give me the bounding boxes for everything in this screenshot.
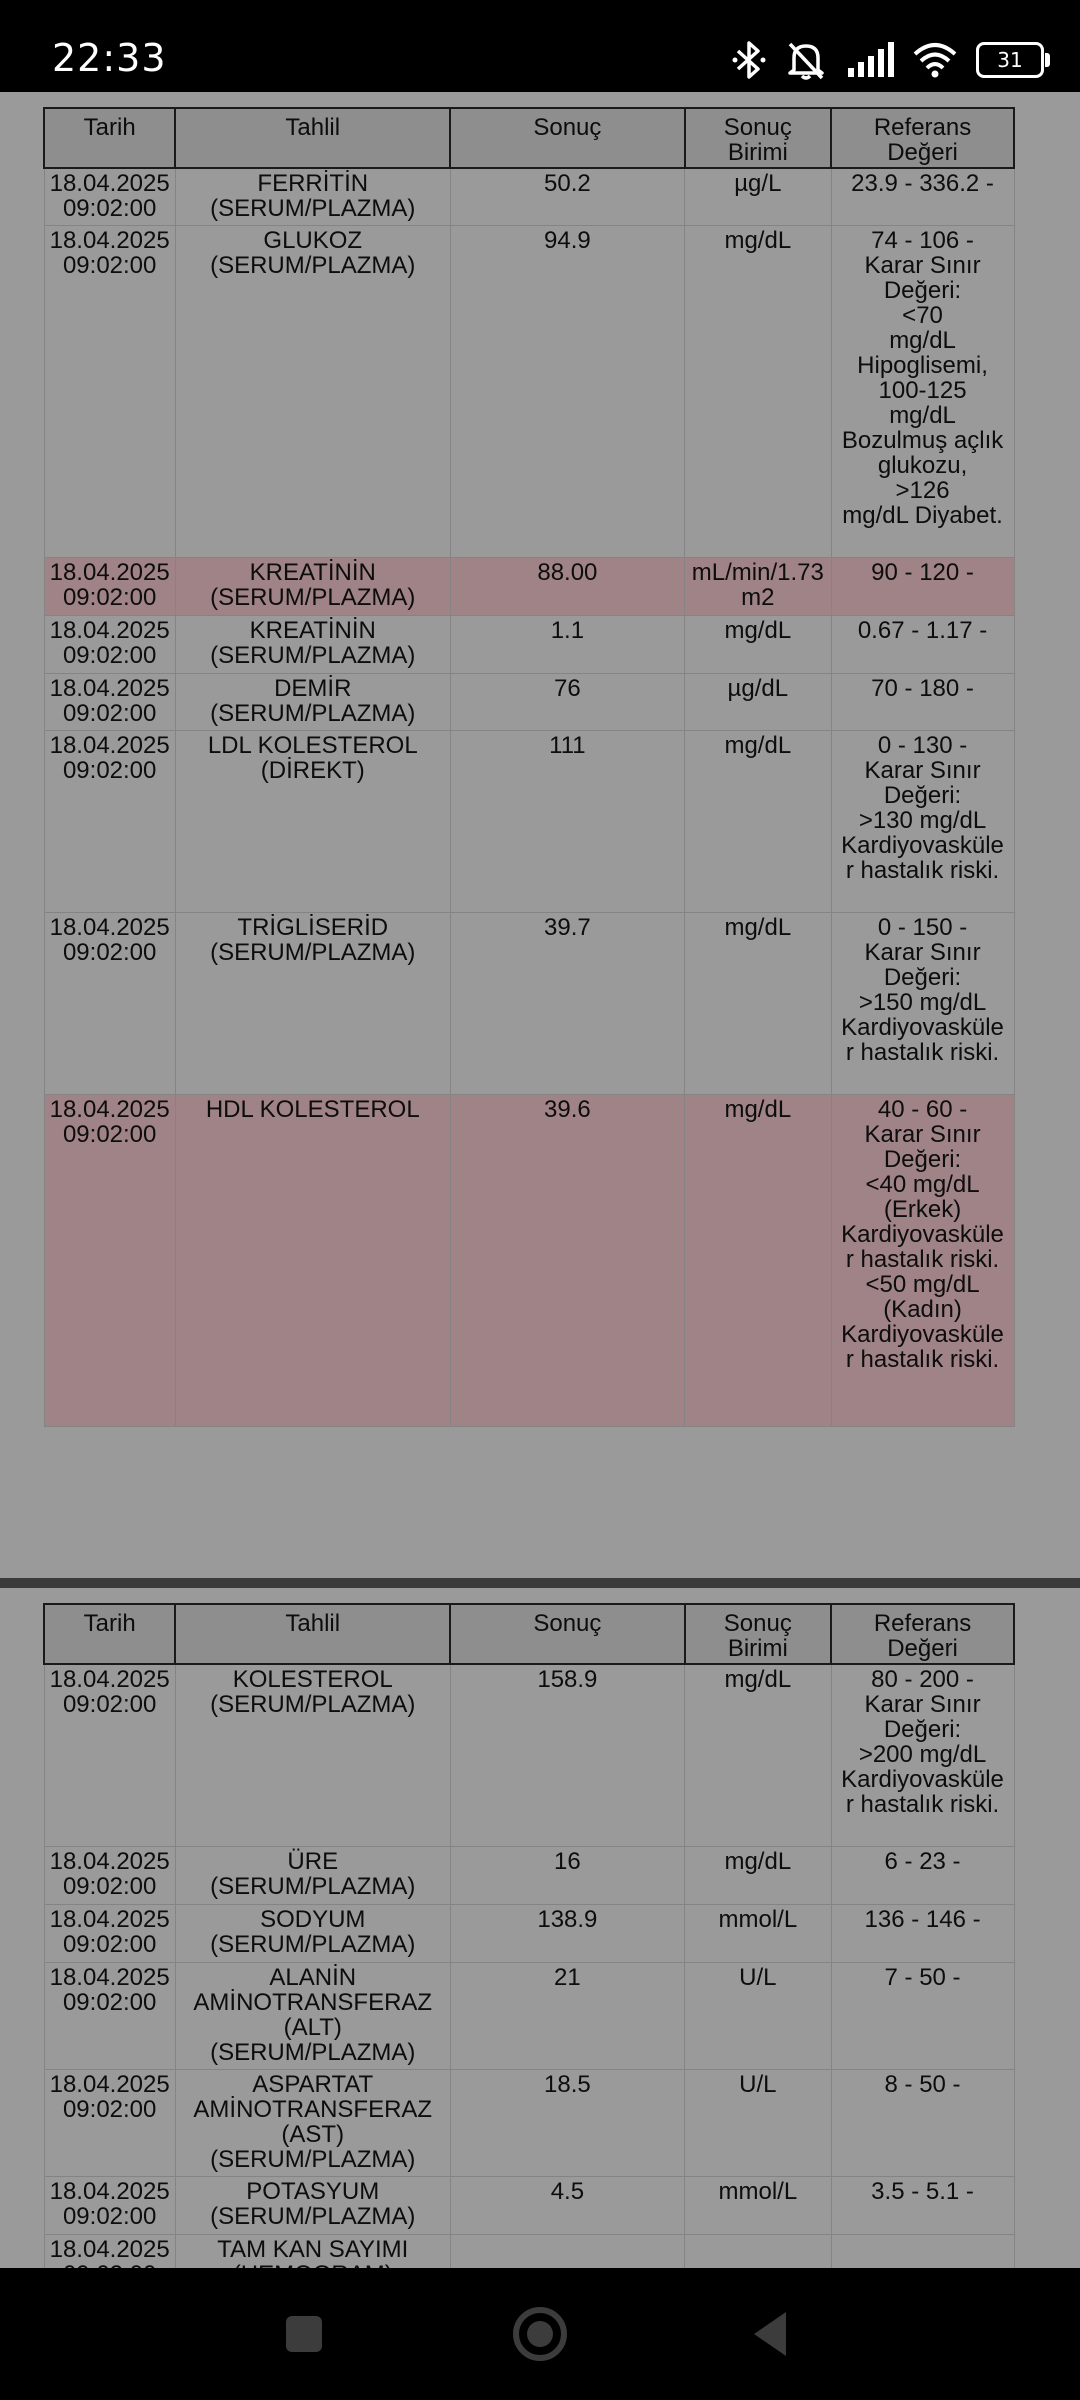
cell-unit: mg/dL: [685, 731, 832, 913]
header-result: Sonuç: [450, 108, 684, 168]
cell-reference: 8 - 50 -: [831, 2069, 1014, 2176]
cell-date: 18.04.2025 09:02:00: [44, 1846, 175, 1904]
cell-test: TRİGLİSERİD (SERUM/PLAZMA): [175, 913, 450, 1095]
cell-result: 76: [450, 674, 684, 731]
cell-date: 18.04.2025 09:02:00: [44, 2176, 175, 2234]
back-button[interactable]: [740, 2302, 804, 2366]
cell-reference: 136 - 146 -: [831, 1904, 1014, 1962]
cell-unit: mL/min/1.73 m2: [685, 558, 832, 616]
cell-result: 21: [450, 1962, 684, 2069]
header-date: Tarih: [44, 1604, 175, 1664]
table-header-row: [44, 108, 1014, 168]
cell-date: 18.04.2025 09:02:00: [44, 913, 175, 1095]
cell-unit: mg/dL: [685, 616, 832, 674]
results-table-page-2: [43, 1603, 1015, 2315]
header-date: Tarih: [44, 108, 175, 168]
page-divider: [0, 1578, 1080, 1588]
recent-apps-button[interactable]: [272, 2302, 336, 2366]
status-time: 22:33: [52, 36, 167, 80]
results-table-page-1: [43, 107, 1015, 1427]
cell-result: 4.5: [450, 2176, 684, 2234]
header-test: Tahlil: [175, 1604, 450, 1664]
cell-date: 18.04.2025 09:02:00: [44, 1664, 175, 1846]
cell-date: 18.04.2025 09:02:00: [44, 1904, 175, 1962]
cell-test: FERRİTİN (SERUM/PLAZMA): [175, 168, 450, 226]
report-page-2[interactable]: [0, 1588, 1080, 2268]
table-row: [44, 2176, 1014, 2234]
cell-unit: U/L: [685, 2069, 832, 2176]
cell-date: 18.04.2025: [44, 2234, 175, 2314]
cell-reference: 0 - 150 - Karar Sınır Değeri: >150 mg/dL Kardiyovaskülе r hastalık riski.: [831, 913, 1014, 1095]
table-row: [44, 1846, 1014, 1904]
cell-test: DEMİR (SERUM/PLAZMA): [175, 674, 450, 731]
cell-reference: 0.67 - 1.17 -: [831, 616, 1014, 674]
cell-reference: 23.9 - 336.2 -: [831, 168, 1014, 226]
cell-reference: 40 - 60 - Karar Sınır Değeri: <40 mg/dL (Erkek) Kardiyovaskülе r hastalık riski. <50 mg/dL (Kadın) Kardiyovaskülе r hastalık riski.: [831, 1095, 1014, 1427]
cell-date: 18.04.2025 09:02:00: [44, 1962, 175, 2069]
cell-test: LDL KOLESTEROL (DİREKT): [175, 731, 450, 913]
cell-date: 18.04.2025 09:02:00: [44, 2069, 175, 2176]
header-reference: Referans Değeri: [831, 1604, 1014, 1664]
cell-result: 50.2: [450, 168, 684, 226]
results-body-page-1: [44, 168, 1014, 1427]
cell-reference: 6 - 23 -: [831, 1846, 1014, 1904]
cell-date: 18.04.2025 09:02:00: [44, 1095, 175, 1427]
battery-icon: 31: [976, 42, 1044, 78]
header-reference: Referans Değeri: [831, 108, 1014, 168]
cell-test: TAM KAN SAYIMI: [175, 2234, 450, 2314]
cell-test: GLUKOZ (SERUM/PLAZMA): [175, 226, 450, 558]
wifi-icon: [912, 42, 958, 78]
table-row: [44, 674, 1014, 731]
cell-unit: mg/dL: [685, 1095, 832, 1427]
table-row: [44, 913, 1014, 1095]
bluetooth-icon: [732, 40, 766, 80]
cell-unit: mg/dL: [685, 226, 832, 558]
cell-date: 18.04.2025 09:02:00: [44, 731, 175, 913]
cell-test: ÜRE (SERUM/PLAZMA): [175, 1846, 450, 1904]
cell-date: 18.04.2025 09:02:00: [44, 616, 175, 674]
signal-icon: [846, 42, 894, 78]
silent-bell-icon: [784, 38, 828, 82]
cell-test: KREATİNİN (SERUM/PLAZMA): [175, 558, 450, 616]
table-row: [44, 1095, 1014, 1427]
cell-reference: 80 - 200 - Karar Sınır Değeri: >200 mg/dL Kardiyovaskülе r hastalık riski.: [831, 1664, 1014, 1846]
table-row: [44, 168, 1014, 226]
navigation-bar: [0, 2268, 1080, 2400]
cell-test: SODYUM (SERUM/PLAZMA): [175, 1904, 450, 1962]
table-row: [44, 1664, 1014, 1846]
table-row: [44, 2069, 1014, 2176]
table-row: [44, 731, 1014, 913]
cell-reference: 74 - 106 - Karar Sınır Değeri: <70 mg/dL Hipoglisemi, 100-125 mg/dL Bozulmuş açlık glukozu, >126 mg/dL Diyabet.: [831, 226, 1014, 558]
cell-result: 158.9: [450, 1664, 684, 1846]
table-header-row: [44, 1604, 1014, 1664]
cell-unit: mmol/L: [685, 1904, 832, 1962]
cell-unit: mmol/L: [685, 2176, 832, 2234]
cell-result: 39.7: [450, 913, 684, 1095]
cell-unit: U/L: [685, 1962, 832, 2069]
cell-reference: 0 - 130 - Karar Sınır Değeri: >130 mg/dL Kardiyovaskülе r hastalık riski.: [831, 731, 1014, 913]
cell-result: 111: [450, 731, 684, 913]
cell-test: HDL KOLESTEROL: [175, 1095, 450, 1427]
cell-unit: mg/dL: [685, 1664, 832, 1846]
table-row: [44, 1904, 1014, 1962]
header-unit: Sonuç Birimi: [685, 1604, 832, 1664]
cell-test: ASPARTAT AMİNOTRANSFERAZ (AST) (SERUM/PLAZMA): [175, 2069, 450, 2176]
cell-result: 16: [450, 1846, 684, 1904]
table-row: [44, 226, 1014, 558]
cell-result: 18.5: [450, 2069, 684, 2176]
status-icons: [732, 36, 1044, 84]
cell-unit: µg/dL: [685, 674, 832, 731]
cell-date: 18.04.2025 09:02:00: [44, 168, 175, 226]
cell-unit: mg/dL: [685, 1846, 832, 1904]
cell-reference: 90 - 120 -: [831, 558, 1014, 616]
header-unit: Sonuç Birimi: [685, 108, 832, 168]
header-test: Tahlil: [175, 108, 450, 168]
status-bar: [0, 0, 1080, 92]
table-row: [44, 558, 1014, 616]
cell-reference: 7 - 50 -: [831, 1962, 1014, 2069]
header-result: Sonuç: [450, 1604, 684, 1664]
table-row: [44, 1962, 1014, 2069]
cell-reference: 70 - 180 -: [831, 674, 1014, 731]
cell-test: POTASYUM (SERUM/PLAZMA): [175, 2176, 450, 2234]
cell-result: 1.1: [450, 616, 684, 674]
report-page-1[interactable]: [0, 92, 1080, 1578]
results-body-page-2: [44, 1664, 1014, 2314]
cell-unit: mg/dL: [685, 913, 832, 1095]
cell-result: 88.00: [450, 558, 684, 616]
cell-unit: µg/L: [685, 168, 832, 226]
cell-date: 18.04.2025 09:02:00: [44, 558, 175, 616]
cell-reference: 3.5 - 5.1 -: [831, 2176, 1014, 2234]
cell-result: 138.9: [450, 1904, 684, 1962]
home-button[interactable]: [508, 2302, 572, 2366]
cell-result: 39.6: [450, 1095, 684, 1427]
cell-test: ALANİN AMİNOTRANSFERAZ (ALT) (SERUM/PLAZMA): [175, 1962, 450, 2069]
cell-test: KREATİNİN (SERUM/PLAZMA): [175, 616, 450, 674]
table-row: [44, 616, 1014, 674]
cell-date: 18.04.2025 09:02:00: [44, 226, 175, 558]
cell-date: 18.04.2025 09:02:00: [44, 674, 175, 731]
cell-result: 94.9: [450, 226, 684, 558]
cell-test: KOLESTEROL (SERUM/PLAZMA): [175, 1664, 450, 1846]
